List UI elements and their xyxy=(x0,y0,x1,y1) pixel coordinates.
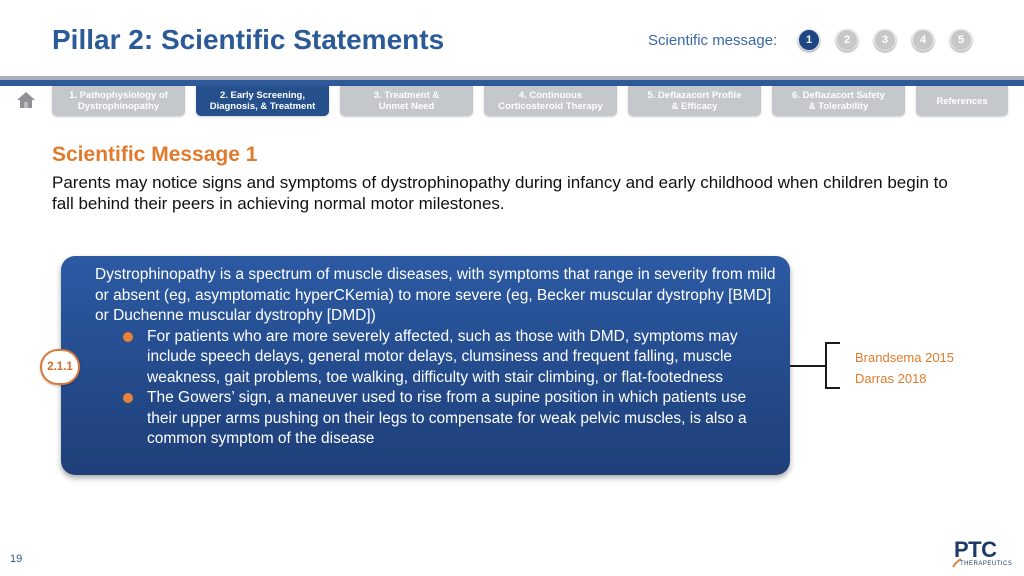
statement-bullet: The Gowers’ sign, a maneuver used to rise from a supine position in which patients use their upper arms pushing on their legs to compensate for weak pelvic muscles, is also a common symptom of the disease xyxy=(147,388,776,450)
logo-wordmark: PTC xyxy=(954,537,997,562)
message-dot-2[interactable]: 2 xyxy=(836,29,858,51)
message-dot-1[interactable]: 1 xyxy=(798,29,820,51)
tab-deflazacort-profile[interactable]: 5. Deflazacort Profile & Efficacy xyxy=(628,86,761,116)
home-icon[interactable] xyxy=(16,91,36,109)
page-number: 19 xyxy=(10,553,23,565)
message-dot-4[interactable]: 4 xyxy=(912,29,934,51)
logo-subtitle: THERAPEUTICS xyxy=(960,561,1013,567)
tab-early-screening[interactable]: 2. Early Screening, Diagnosis, & Treatment xyxy=(196,86,329,116)
statement-card xyxy=(61,256,790,475)
tab-treatment-unmet-need[interactable]: 3. Treatment & Unmet Need xyxy=(340,86,473,116)
tab-continuous-corticosteroid[interactable]: 4. Continuous Corticosteroid Therapy xyxy=(484,86,617,116)
scientific-message-heading: Scientific Message 1 xyxy=(52,143,258,166)
scientific-message-text: Parents may notice signs and symptoms of dystrophinopathy during infancy and early childhood when children begin to fall behind their peers in achieving normal motor milestones. xyxy=(52,173,948,213)
tab-deflazacort-safety[interactable]: 6. Deflazacort Safety & Tolerability xyxy=(772,86,905,116)
reference-link[interactable]: Brandsema 2015 xyxy=(855,350,955,365)
reference-bracket xyxy=(790,340,840,390)
ptc-logo xyxy=(954,539,1012,567)
message-dot-3[interactable]: 3 xyxy=(874,29,896,51)
scientific-message-pager xyxy=(798,29,972,51)
page-title: Pillar 2: Scientific Statements xyxy=(52,24,445,55)
logo-swoosh-icon xyxy=(952,558,962,568)
tab-pathophysiology[interactable]: 1. Pathophysiology of Dystrophinopathy xyxy=(52,86,185,116)
tab-references[interactable]: References xyxy=(916,86,1008,116)
statement-number-badge: 2.1.1 xyxy=(40,349,80,385)
statement-intro: Dystrophinopathy is a spectrum of muscle diseases, with symptoms that range in severity from mild or absent (eg, asymptomatic hyperCKemia) to more severe (eg, Becker muscular dystrophy [BMD] or Duchenne muscular dystrophy [DMD]) xyxy=(95,266,776,324)
statement-bullets xyxy=(147,327,776,450)
message-dot-5[interactable]: 5 xyxy=(950,29,972,51)
reference-list xyxy=(855,347,954,389)
section-tabs xyxy=(52,86,1008,116)
reference-link[interactable]: Darras 2018 xyxy=(855,371,927,386)
scientific-message-label: Scientific message: xyxy=(648,32,778,49)
statement-bullet: For patients who are more severely affected, such as those with DMD, symptoms may include speech delays, general motor delays, clumsiness and frequent falling, muscle weakness, gait problems, toe walking, difficulty with stair climbing, or flat-footedness xyxy=(147,327,776,389)
